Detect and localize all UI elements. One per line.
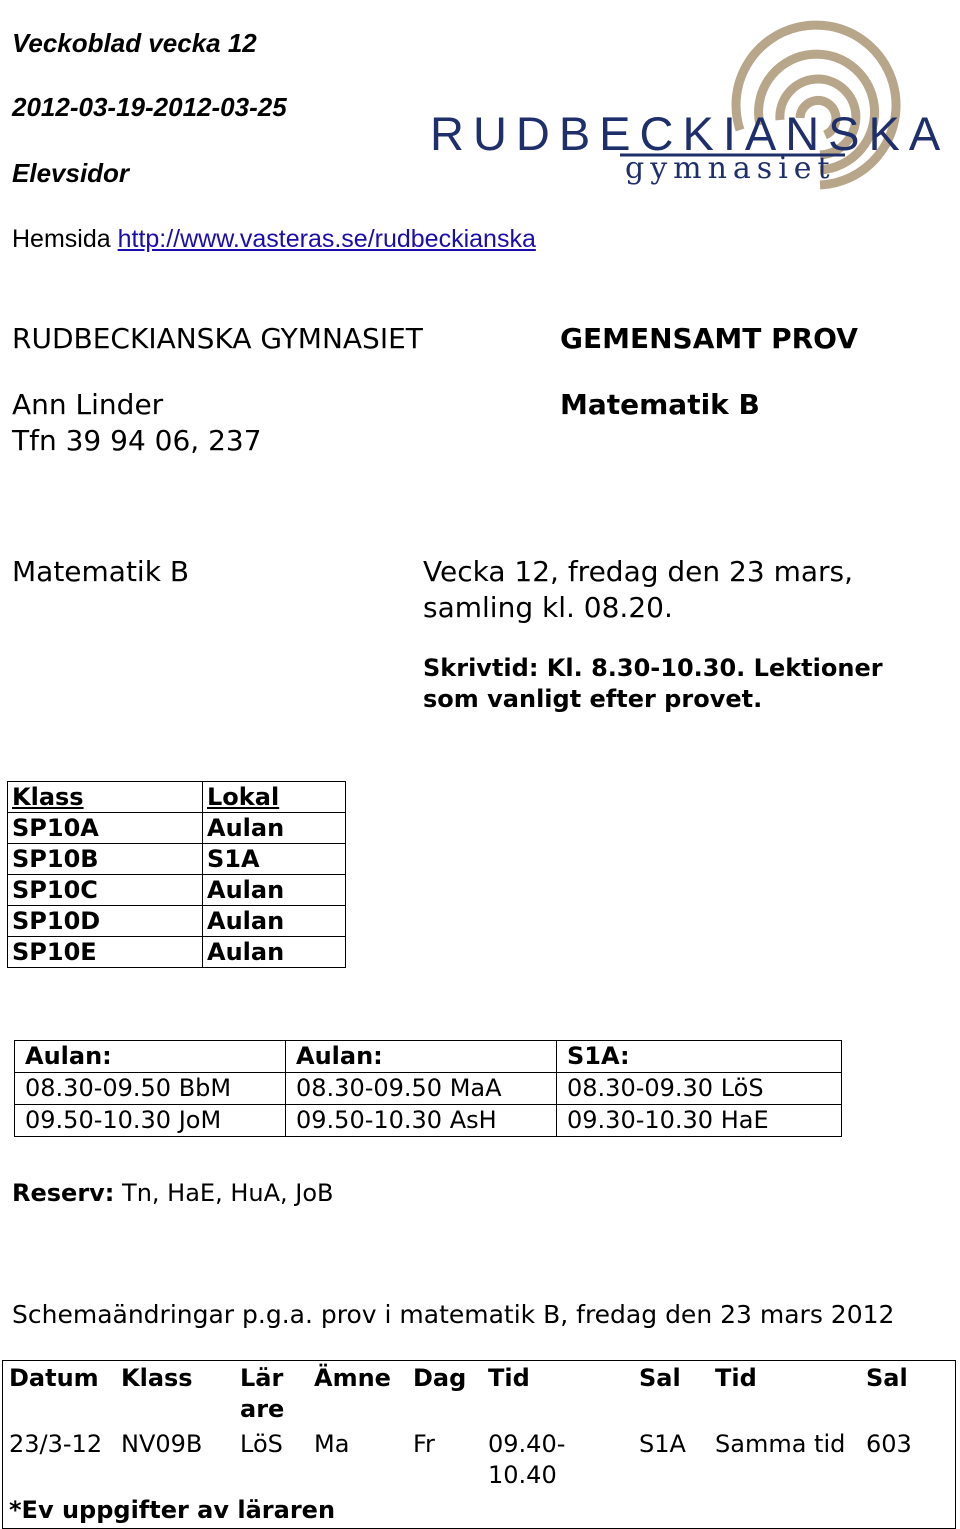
table-cell: Ma bbox=[314, 1430, 350, 1458]
logo-text: RUDBECKIANSKA bbox=[430, 107, 950, 160]
school-name: RUDBECKIANSKA GYMNASIET bbox=[12, 322, 423, 355]
page-subtitle: Elevsidor bbox=[12, 158, 130, 188]
reserv-value: Tn, HaE, HuA, JoB bbox=[114, 1179, 334, 1207]
exam-when-line1: Vecka 12, fredag den 23 mars, bbox=[423, 555, 854, 588]
table-cell: Aulan bbox=[203, 813, 346, 844]
header-aulan-2: Aulan: bbox=[286, 1041, 557, 1073]
table-cell: 08.30-09.50 MaA bbox=[286, 1073, 557, 1105]
school-logo bbox=[425, 0, 955, 195]
table-cell: Aulan bbox=[203, 937, 346, 968]
table-row bbox=[8, 875, 346, 906]
table-row bbox=[8, 782, 346, 813]
exam-subject-left: Matematik B bbox=[12, 555, 190, 588]
footnote: *Ev uppgifter av läraren bbox=[9, 1496, 336, 1524]
header-datum: Datum bbox=[9, 1364, 99, 1392]
header-tid-2: Tid bbox=[715, 1364, 757, 1392]
header-dag: Dag bbox=[413, 1364, 467, 1392]
table-cell: LöS bbox=[240, 1430, 283, 1458]
table-cell: 09.30-10.30 HaE bbox=[557, 1105, 842, 1137]
page-title: Veckoblad vecka 12 bbox=[12, 28, 257, 58]
header-klass: Klass bbox=[121, 1364, 193, 1392]
logo-subtext: gymnasiet bbox=[625, 151, 836, 186]
table-row bbox=[3, 1493, 956, 1529]
table-row bbox=[3, 1361, 956, 1428]
week-dates: 2012-03-19-2012-03-25 bbox=[12, 92, 287, 122]
table-cell: SP10E bbox=[8, 937, 203, 968]
contact-phone: Tfn 39 94 06, 237 bbox=[12, 424, 262, 457]
contact-person: Ann Linder bbox=[12, 388, 164, 421]
table-cell: 23/3-12 bbox=[9, 1430, 103, 1458]
table-row bbox=[15, 1073, 842, 1105]
header-s1a: S1A: bbox=[557, 1041, 842, 1073]
header-aulan-1: Aulan: bbox=[15, 1041, 286, 1073]
header-tid: Tid bbox=[488, 1364, 530, 1392]
room-schedule-table bbox=[14, 1040, 842, 1137]
table-row bbox=[8, 937, 346, 968]
schedule-changes-table bbox=[2, 1360, 956, 1529]
table-cell: NV09B bbox=[121, 1430, 203, 1458]
header-lokal: Lokal bbox=[203, 782, 346, 813]
table-cell: 08.30-09.30 LöS bbox=[557, 1073, 842, 1105]
header-sal-2: Sal bbox=[866, 1364, 908, 1392]
header-amne: Ämne bbox=[314, 1364, 391, 1392]
homepage-line bbox=[12, 225, 536, 254]
table-row bbox=[15, 1105, 842, 1137]
table-cell: SP10C bbox=[8, 875, 203, 906]
header-larare: Lär are bbox=[240, 1364, 285, 1423]
klass-lokal-table bbox=[7, 781, 346, 968]
exam-heading: GEMENSAMT PROV bbox=[560, 322, 858, 355]
header-sal: Sal bbox=[639, 1364, 681, 1392]
table-cell: 09.40-10.40 bbox=[488, 1430, 566, 1489]
homepage-link[interactable]: http://www.vasteras.se/rudbeckianska bbox=[117, 225, 536, 253]
writetime-line2: som vanligt efter provet. bbox=[423, 685, 763, 713]
table-cell: Fr bbox=[413, 1430, 435, 1458]
exam-subject: Matematik B bbox=[560, 388, 760, 421]
homepage-label: Hemsida bbox=[12, 225, 118, 253]
changes-title: Schemaändringar p.g.a. prov i matematik B, fredag den 23 mars 2012 bbox=[12, 1300, 895, 1329]
reserv-label: Reserv: bbox=[12, 1179, 115, 1207]
table-cell: 08.30-09.50 BbM bbox=[15, 1073, 286, 1105]
table-cell: S1A bbox=[203, 844, 346, 875]
exam-when-line2: samling kl. 08.20. bbox=[423, 591, 673, 624]
table-cell: Samma tid bbox=[715, 1430, 846, 1458]
reserv-line bbox=[12, 1179, 334, 1207]
table-cell: 09.50-10.30 JoM bbox=[15, 1105, 286, 1137]
table-cell: SP10D bbox=[8, 906, 203, 937]
header-klass: Klass bbox=[8, 782, 203, 813]
table-cell: Aulan bbox=[203, 906, 346, 937]
table-row bbox=[3, 1427, 956, 1493]
spiral-emblem-icon bbox=[425, 0, 955, 195]
table-row bbox=[8, 906, 346, 937]
table-row bbox=[8, 844, 346, 875]
table-cell: SP10A bbox=[8, 813, 203, 844]
table-cell: S1A bbox=[639, 1430, 686, 1458]
table-row bbox=[15, 1041, 842, 1073]
writetime-line1: Skrivtid: Kl. 8.30-10.30. Lektioner bbox=[423, 654, 883, 682]
table-row bbox=[8, 813, 346, 844]
table-cell: SP10B bbox=[8, 844, 203, 875]
table-cell: 09.50-10.30 AsH bbox=[286, 1105, 557, 1137]
table-cell: Aulan bbox=[203, 875, 346, 906]
table-cell: 603 bbox=[866, 1430, 912, 1458]
